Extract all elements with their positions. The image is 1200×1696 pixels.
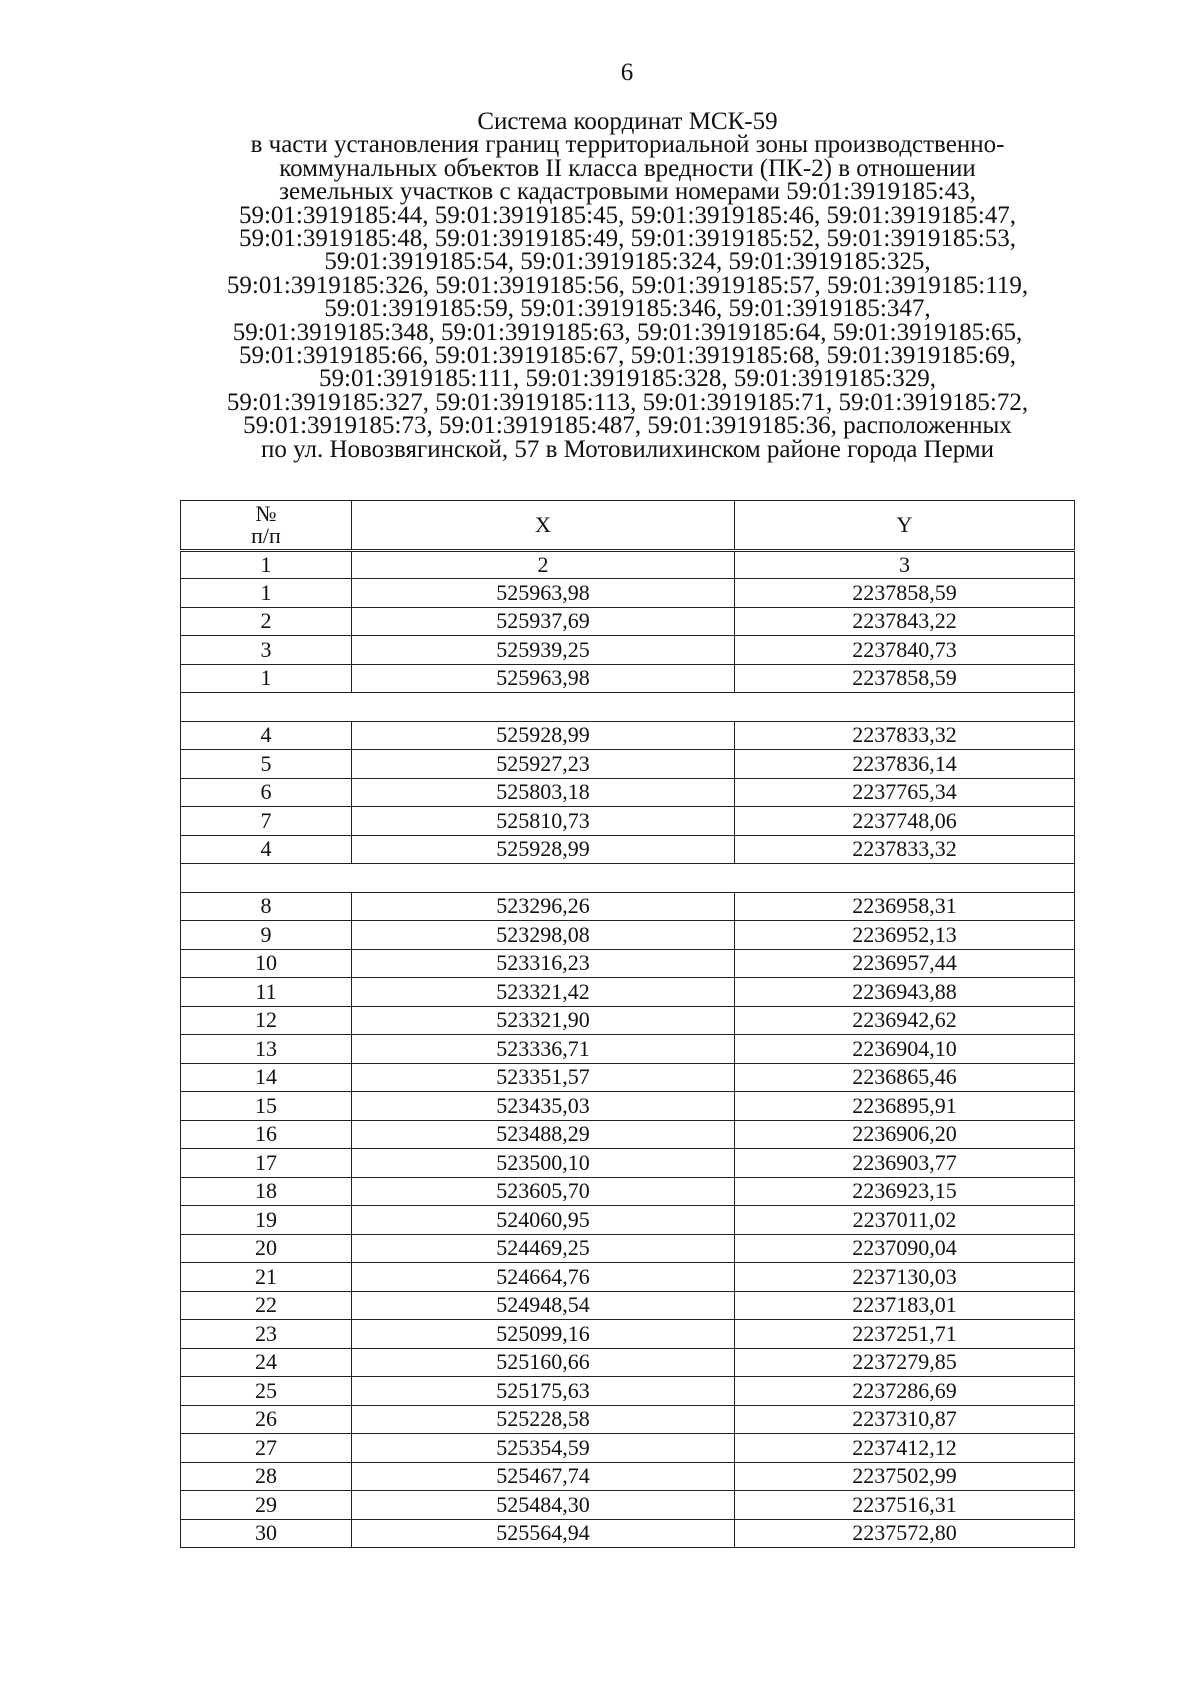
- table-separator-row: [181, 693, 1075, 722]
- x-coordinate-cell: 525927,23: [352, 750, 735, 779]
- table-row: [181, 1263, 1075, 1292]
- table-row: [181, 1006, 1075, 1035]
- x-coordinate-cell: 523336,71: [352, 1035, 735, 1064]
- table-row: [181, 1177, 1075, 1206]
- table-row: [181, 1491, 1075, 1520]
- title-line: земельных участков с кадастровыми номерами 59:01:3919185:43,: [279, 178, 976, 206]
- y-coordinate-cell: 2236903,77: [735, 1149, 1075, 1178]
- point-number-cell: 22: [181, 1291, 352, 1320]
- point-number-cell: 1: [181, 664, 352, 693]
- x-coordinate-cell: 525937,69: [352, 607, 735, 636]
- column-header-number: [181, 501, 352, 551]
- point-number-cell: 18: [181, 1177, 352, 1206]
- table-row: [181, 1120, 1075, 1149]
- y-coordinate-cell: 2237279,85: [735, 1348, 1075, 1377]
- title-line: 59:01:3919185:54, 59:01:3919185:324, 59:01:3919185:325,: [324, 248, 931, 276]
- y-coordinate-cell: 2237130,03: [735, 1263, 1075, 1292]
- table-row: [181, 664, 1075, 693]
- x-coordinate-cell: 525175,63: [352, 1377, 735, 1406]
- point-number-cell: 24: [181, 1348, 352, 1377]
- x-coordinate-cell: 525939,25: [352, 636, 735, 665]
- point-number-cell: 4: [181, 721, 352, 750]
- point-number-cell: 15: [181, 1092, 352, 1121]
- point-number-cell: 3: [181, 636, 352, 665]
- point-number-cell: 5: [181, 750, 352, 779]
- y-coordinate-cell: 2236957,44: [735, 949, 1075, 978]
- table-row: [181, 921, 1075, 950]
- table-row: [181, 1149, 1075, 1178]
- point-number-cell: 17: [181, 1149, 352, 1178]
- x-coordinate-cell: 523321,90: [352, 1006, 735, 1035]
- y-coordinate-cell: 2237090,04: [735, 1234, 1075, 1263]
- y-coordinate-cell: 2236942,62: [735, 1006, 1075, 1035]
- x-coordinate-cell: 523488,29: [352, 1120, 735, 1149]
- table-row: [181, 1405, 1075, 1434]
- x-coordinate-cell: 524060,95: [352, 1206, 735, 1235]
- y-coordinate-cell: 2237251,71: [735, 1320, 1075, 1349]
- y-coordinate-cell: 2237858,59: [735, 664, 1075, 693]
- point-number-cell: 14: [181, 1063, 352, 1092]
- x-coordinate-cell: 525484,30: [352, 1491, 735, 1520]
- y-coordinate-cell: 2237572,80: [735, 1519, 1075, 1548]
- point-number-cell: 11: [181, 978, 352, 1007]
- y-coordinate-cell: 2237833,32: [735, 721, 1075, 750]
- x-coordinate-cell: 523321,42: [352, 978, 735, 1007]
- y-coordinate-cell: 2237502,99: [735, 1462, 1075, 1491]
- x-coordinate-cell: 523605,70: [352, 1177, 735, 1206]
- title-line: по ул. Новозвягинской, 57 в Мотовилихинском районе города Перми: [260, 435, 995, 463]
- coordinates-table: [180, 500, 1075, 1548]
- page-number: 6: [620, 59, 634, 86]
- table-row: [181, 1320, 1075, 1349]
- title-line: 59:01:3919185:44, 59:01:3919185:45, 59:01:3919185:46, 59:01:3919185:47,: [238, 201, 1017, 229]
- table-row: [181, 579, 1075, 608]
- table-row: [181, 750, 1075, 779]
- table-row: [181, 835, 1075, 864]
- point-number-cell: 8: [181, 892, 352, 921]
- y-coordinate-cell: 2237833,32: [735, 835, 1075, 864]
- table-row: [181, 778, 1075, 807]
- table-row: [181, 1519, 1075, 1548]
- x-coordinate-cell: 525803,18: [352, 778, 735, 807]
- x-coordinate-cell: 525810,73: [352, 807, 735, 836]
- point-number-cell: 28: [181, 1462, 352, 1491]
- table-row: [181, 607, 1075, 636]
- y-coordinate-cell: 2237858,59: [735, 579, 1075, 608]
- x-coordinate-cell: 523316,23: [352, 949, 735, 978]
- point-number-cell: 6: [181, 778, 352, 807]
- column-index-cell: 3: [735, 551, 1075, 579]
- x-coordinate-cell: 523351,57: [352, 1063, 735, 1092]
- x-coordinate-cell: 525564,94: [352, 1519, 735, 1548]
- column-header-number-sign: №: [255, 501, 277, 526]
- x-coordinate-cell: 524948,54: [352, 1291, 735, 1320]
- table-row: [181, 636, 1075, 665]
- x-coordinate-cell: 525160,66: [352, 1348, 735, 1377]
- table-row: [181, 1377, 1075, 1406]
- table-separator-row: [181, 864, 1075, 893]
- title-line: 59:01:3919185:111, 59:01:3919185:328, 59:01:3919185:329,: [319, 365, 936, 393]
- x-coordinate-cell: 524469,25: [352, 1234, 735, 1263]
- y-coordinate-cell: 2237516,31: [735, 1491, 1075, 1520]
- table-row: [181, 1092, 1075, 1121]
- y-coordinate-cell: 2237412,12: [735, 1434, 1075, 1463]
- column-header-x: X: [352, 501, 735, 551]
- x-coordinate-cell: 523435,03: [352, 1092, 735, 1121]
- table-row: [181, 1206, 1075, 1235]
- title-line: 59:01:3919185:73, 59:01:3919185:487, 59:01:3919185:36, расположенных: [243, 412, 1012, 440]
- point-number-cell: 21: [181, 1263, 352, 1292]
- table-row: [181, 949, 1075, 978]
- column-header-y: Y: [735, 501, 1075, 551]
- title-line: 59:01:3919185:48, 59:01:3919185:49, 59:01:3919185:52, 59:01:3919185:53,: [238, 225, 1017, 253]
- separator-cell: [181, 864, 1075, 893]
- column-index-cell: 1: [181, 551, 352, 579]
- point-number-cell: 23: [181, 1320, 352, 1349]
- column-index-cell: 2: [352, 551, 735, 579]
- x-coordinate-cell: 525963,98: [352, 579, 735, 608]
- table-row: [181, 1234, 1075, 1263]
- point-number-cell: 1: [181, 579, 352, 608]
- y-coordinate-cell: 2237843,22: [735, 607, 1075, 636]
- y-coordinate-cell: 2236952,13: [735, 921, 1075, 950]
- y-coordinate-cell: 2236895,91: [735, 1092, 1075, 1121]
- point-number-cell: 19: [181, 1206, 352, 1235]
- y-coordinate-cell: 2237765,34: [735, 778, 1075, 807]
- x-coordinate-cell: 525099,16: [352, 1320, 735, 1349]
- point-number-cell: 29: [181, 1491, 352, 1520]
- table-row: [181, 721, 1075, 750]
- title-line: 59:01:3919185:66, 59:01:3919185:67, 59:01:3919185:68, 59:01:3919185:69,: [238, 342, 1017, 370]
- x-coordinate-cell: 525928,99: [352, 721, 735, 750]
- point-number-cell: 16: [181, 1120, 352, 1149]
- title-line: 59:01:3919185:327, 59:01:3919185:113, 59:01:3919185:71, 59:01:3919185:72,: [226, 388, 1029, 416]
- y-coordinate-cell: 2237286,69: [735, 1377, 1075, 1406]
- table-row: [181, 978, 1075, 1007]
- y-coordinate-cell: 2237310,87: [735, 1405, 1075, 1434]
- x-coordinate-cell: 523298,08: [352, 921, 735, 950]
- column-header-number-abbr: п/п: [251, 523, 281, 548]
- point-number-cell: 27: [181, 1434, 352, 1463]
- x-coordinate-cell: 525963,98: [352, 664, 735, 693]
- y-coordinate-cell: 2237748,06: [735, 807, 1075, 836]
- y-coordinate-cell: 2237840,73: [735, 636, 1075, 665]
- table-row: [181, 1035, 1075, 1064]
- x-coordinate-cell: 523500,10: [352, 1149, 735, 1178]
- x-coordinate-cell: 525467,74: [352, 1462, 735, 1491]
- x-coordinate-cell: 524664,76: [352, 1263, 735, 1292]
- x-coordinate-cell: 525228,58: [352, 1405, 735, 1434]
- y-coordinate-cell: 2236923,15: [735, 1177, 1075, 1206]
- point-number-cell: 10: [181, 949, 352, 978]
- point-number-cell: 2: [181, 607, 352, 636]
- x-coordinate-cell: 525928,99: [352, 835, 735, 864]
- table-row: [181, 1291, 1075, 1320]
- title-line: в части установления границ территориальной зоны производственно-: [250, 131, 1005, 159]
- table-row: [181, 892, 1075, 921]
- table-row: [181, 1462, 1075, 1491]
- point-number-cell: 25: [181, 1377, 352, 1406]
- y-coordinate-cell: 2237011,02: [735, 1206, 1075, 1235]
- y-coordinate-cell: 2236904,10: [735, 1035, 1075, 1064]
- x-coordinate-cell: 525354,59: [352, 1434, 735, 1463]
- y-coordinate-cell: 2236865,46: [735, 1063, 1075, 1092]
- y-coordinate-cell: 2236906,20: [735, 1120, 1075, 1149]
- table-row: [181, 807, 1075, 836]
- title-line: 59:01:3919185:348, 59:01:3919185:63, 59:01:3919185:64, 59:01:3919185:65,: [232, 318, 1023, 346]
- title-line: Система координат МСК-59: [477, 108, 778, 135]
- table-row: [181, 1348, 1075, 1377]
- document-title: [160, 110, 1095, 461]
- title-line: 59:01:3919185:326, 59:01:3919185:56, 59:01:3919185:57, 59:01:3919185:119,: [226, 271, 1029, 299]
- y-coordinate-cell: 2237183,01: [735, 1291, 1075, 1320]
- point-number-cell: 30: [181, 1519, 352, 1548]
- column-index-row: [181, 551, 1075, 579]
- point-number-cell: 26: [181, 1405, 352, 1434]
- y-coordinate-cell: 2236943,88: [735, 978, 1075, 1007]
- title-line: коммунальных объектов II класса вредности (ПК-2) в отношении: [279, 154, 976, 182]
- point-number-cell: 12: [181, 1006, 352, 1035]
- y-coordinate-cell: 2236958,31: [735, 892, 1075, 921]
- point-number-cell: 7: [181, 807, 352, 836]
- point-number-cell: 4: [181, 835, 352, 864]
- point-number-cell: 20: [181, 1234, 352, 1263]
- point-number-cell: 13: [181, 1035, 352, 1064]
- title-line: 59:01:3919185:59, 59:01:3919185:346, 59:01:3919185:347,: [324, 295, 931, 323]
- y-coordinate-cell: 2237836,14: [735, 750, 1075, 779]
- x-coordinate-cell: 523296,26: [352, 892, 735, 921]
- point-number-cell: 9: [181, 921, 352, 950]
- separator-cell: [181, 693, 1075, 722]
- table-row: [181, 1434, 1075, 1463]
- table-header-row: [181, 501, 1075, 551]
- table-row: [181, 1063, 1075, 1092]
